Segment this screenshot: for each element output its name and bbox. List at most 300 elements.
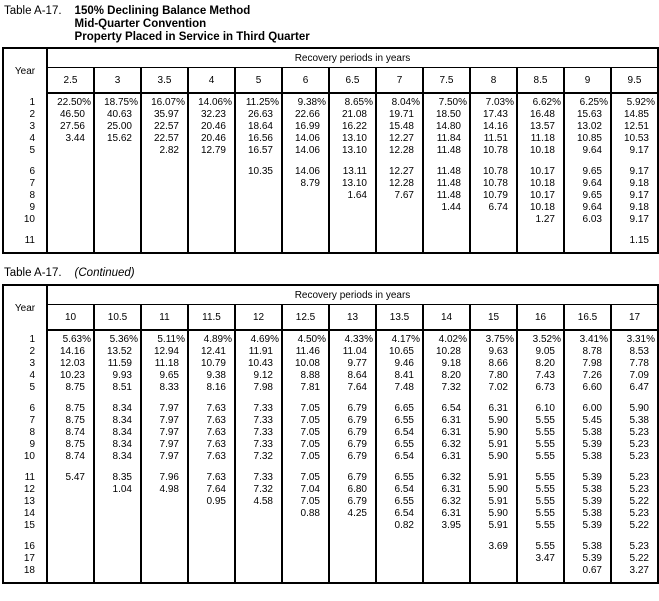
rate-cell: 5.11% bbox=[141, 330, 188, 346]
rate-cell: 8.88 bbox=[282, 370, 329, 382]
rate-cell: 5.55 bbox=[517, 472, 564, 484]
rate-cell: 5.38 bbox=[564, 541, 611, 553]
rate-cell: 22.57 bbox=[141, 133, 188, 145]
rate-cell: 11.18 bbox=[517, 133, 564, 145]
rate-cell: 7.48 bbox=[376, 382, 423, 394]
rate-cell: 26.63 bbox=[235, 109, 282, 121]
year-cell: 7 bbox=[29, 178, 35, 189]
gap-cell bbox=[141, 463, 188, 472]
rate-cell: 7.04 bbox=[282, 484, 329, 496]
year-cell: 9 bbox=[29, 202, 35, 213]
rate-cell bbox=[423, 235, 470, 253]
rate-cell: 5.23 bbox=[611, 508, 658, 520]
rate-cell bbox=[235, 508, 282, 520]
table1-title bbox=[0, 0, 659, 44]
table-row bbox=[3, 496, 658, 508]
gap-cell bbox=[188, 394, 235, 403]
period-column-header: 11.5 bbox=[188, 305, 235, 331]
table-row bbox=[3, 451, 658, 463]
rate-cell: 5.55 bbox=[517, 439, 564, 451]
rate-cell bbox=[329, 541, 376, 553]
rate-cell bbox=[188, 178, 235, 190]
rate-cell: 9.46 bbox=[376, 358, 423, 370]
rate-cell: 5.23 bbox=[611, 439, 658, 451]
rate-cell: 11.25% bbox=[235, 93, 282, 109]
rate-cell: 3.47 bbox=[517, 553, 564, 565]
rate-cell: 8.33 bbox=[141, 382, 188, 394]
rate-cell: 5.22 bbox=[611, 553, 658, 565]
rate-cell: 7.97 bbox=[141, 403, 188, 415]
rate-cell: 5.90 bbox=[470, 508, 517, 520]
table-row bbox=[3, 214, 658, 226]
rate-cell: 4.98 bbox=[141, 484, 188, 496]
rate-cell: 9.17 bbox=[611, 214, 658, 226]
rate-cell: 7.33 bbox=[235, 439, 282, 451]
gap-row bbox=[3, 463, 658, 472]
gap-cell bbox=[470, 226, 517, 235]
rate-cell bbox=[282, 541, 329, 553]
year-cell: 17 bbox=[23, 553, 35, 564]
gap-cell bbox=[470, 463, 517, 472]
rate-cell: 9.64 bbox=[564, 145, 611, 157]
year-cell: 1 bbox=[29, 96, 35, 108]
rate-cell: 9.38% bbox=[282, 93, 329, 109]
rate-cell: 11.84 bbox=[423, 133, 470, 145]
rate-cell: 4.17% bbox=[376, 330, 423, 346]
year-cell: 3 bbox=[29, 358, 35, 369]
columns-row bbox=[3, 68, 658, 94]
rate-cell: 6.31 bbox=[423, 427, 470, 439]
rate-cell: 6.79 bbox=[329, 439, 376, 451]
gap-cell bbox=[141, 394, 188, 403]
rate-cell: 10.23 bbox=[47, 370, 94, 382]
rate-cell bbox=[47, 541, 94, 553]
rate-cell: 5.23 bbox=[611, 472, 658, 484]
year-cell: 2 bbox=[29, 346, 35, 357]
table2-label: Table A-17. bbox=[4, 267, 62, 279]
rate-cell bbox=[47, 496, 94, 508]
rate-cell: 9.17 bbox=[611, 145, 658, 157]
rate-cell: 7.05 bbox=[282, 427, 329, 439]
period-column-header: 3.5 bbox=[141, 68, 188, 94]
rate-cell bbox=[94, 541, 141, 553]
rate-cell: 6.54 bbox=[376, 484, 423, 496]
table-row bbox=[3, 178, 658, 190]
rate-cell bbox=[47, 508, 94, 520]
gap-cell bbox=[423, 157, 470, 166]
rate-cell bbox=[376, 235, 423, 253]
rate-cell: 6.32 bbox=[423, 496, 470, 508]
rate-cell: 3.27 bbox=[611, 565, 658, 583]
rate-cell: 10.17 bbox=[517, 166, 564, 178]
recovery-periods-header: Recovery periods in years bbox=[47, 48, 658, 68]
rate-cell: 10.78 bbox=[470, 145, 517, 157]
rate-cell: 1.04 bbox=[94, 484, 141, 496]
rate-cell: 6.31 bbox=[423, 484, 470, 496]
rate-cell bbox=[235, 214, 282, 226]
rate-cell: 3.52% bbox=[517, 330, 564, 346]
rate-cell: 6.74 bbox=[470, 202, 517, 214]
rate-cell: 4.02% bbox=[423, 330, 470, 346]
rate-cell: 8.34 bbox=[94, 403, 141, 415]
gap-cell bbox=[94, 394, 141, 403]
rate-cell: 14.85 bbox=[611, 109, 658, 121]
gap-cell bbox=[564, 157, 611, 166]
rate-cell: 10.18 bbox=[517, 178, 564, 190]
rate-cell bbox=[329, 202, 376, 214]
rate-cell: 4.69% bbox=[235, 330, 282, 346]
rate-cell: 10.08 bbox=[282, 358, 329, 370]
rate-cell bbox=[94, 202, 141, 214]
rate-cell: 8.34 bbox=[94, 439, 141, 451]
year-cell: 8 bbox=[29, 190, 35, 201]
rate-cell bbox=[329, 235, 376, 253]
gap-cell bbox=[94, 226, 141, 235]
rate-cell: 3.41% bbox=[564, 330, 611, 346]
rate-cell bbox=[376, 541, 423, 553]
rate-cell: 16.99 bbox=[282, 121, 329, 133]
rate-cell bbox=[94, 520, 141, 532]
rate-cell: 6.03 bbox=[564, 214, 611, 226]
rate-cell bbox=[282, 202, 329, 214]
gap-row bbox=[3, 394, 658, 403]
rate-cell bbox=[235, 235, 282, 253]
gap-cell bbox=[235, 157, 282, 166]
rate-cell bbox=[376, 565, 423, 583]
rate-cell: 6.31 bbox=[470, 403, 517, 415]
rate-cell: 6.31 bbox=[423, 415, 470, 427]
gap-cell bbox=[141, 532, 188, 541]
rate-cell bbox=[141, 541, 188, 553]
rate-cell: 0.95 bbox=[188, 496, 235, 508]
rate-cell: 5.55 bbox=[517, 508, 564, 520]
rate-cell bbox=[47, 484, 94, 496]
rate-cell: 7.05 bbox=[282, 403, 329, 415]
rate-cell: 13.02 bbox=[564, 121, 611, 133]
table1-title-line-3: Property Placed in Service in Third Quarter bbox=[74, 31, 310, 43]
rate-cell bbox=[235, 190, 282, 202]
gap-cell bbox=[282, 463, 329, 472]
rate-cell: 3.75% bbox=[470, 330, 517, 346]
rate-cell bbox=[47, 202, 94, 214]
rate-cell: 7.32 bbox=[235, 451, 282, 463]
header-row bbox=[3, 285, 658, 305]
gap-row bbox=[3, 226, 658, 235]
table-row bbox=[3, 133, 658, 145]
rate-cell bbox=[188, 541, 235, 553]
gap-cell bbox=[141, 226, 188, 235]
gap-cell bbox=[611, 157, 658, 166]
gap-cell bbox=[376, 463, 423, 472]
rate-cell: 9.18 bbox=[611, 178, 658, 190]
rate-cell: 5.55 bbox=[517, 415, 564, 427]
year-header: Year bbox=[3, 48, 47, 93]
rate-cell: 7.67 bbox=[376, 190, 423, 202]
year-cell: 9 bbox=[29, 439, 35, 450]
rate-cell bbox=[329, 565, 376, 583]
rate-cell bbox=[376, 202, 423, 214]
rate-cell: 7.98 bbox=[564, 358, 611, 370]
gap-cell bbox=[517, 532, 564, 541]
rate-cell: 8.66 bbox=[470, 358, 517, 370]
rate-cell: 8.51 bbox=[94, 382, 141, 394]
recovery-periods-header: Recovery periods in years bbox=[47, 285, 658, 305]
rate-cell: 8.79 bbox=[282, 178, 329, 190]
rate-cell: 9.65 bbox=[564, 190, 611, 202]
table-row bbox=[3, 439, 658, 451]
table1-title-line-1: 150% Declining Balance Method bbox=[74, 5, 251, 17]
rate-cell bbox=[470, 553, 517, 565]
rate-cell bbox=[423, 565, 470, 583]
table-row bbox=[3, 382, 658, 394]
rate-cell: 6.54 bbox=[423, 403, 470, 415]
gap-cell bbox=[47, 394, 94, 403]
rate-cell: 10.43 bbox=[235, 358, 282, 370]
rate-cell bbox=[47, 214, 94, 226]
rate-cell bbox=[423, 214, 470, 226]
rate-cell bbox=[47, 565, 94, 583]
rate-cell: 6.62% bbox=[517, 93, 564, 109]
rate-cell: 11.51 bbox=[470, 133, 517, 145]
year-cell: 14 bbox=[23, 508, 35, 519]
rate-cell: 6.79 bbox=[329, 451, 376, 463]
gap-cell bbox=[470, 157, 517, 166]
gap-cell bbox=[141, 157, 188, 166]
rate-cell: 5.38 bbox=[564, 427, 611, 439]
rate-cell: 5.38 bbox=[564, 508, 611, 520]
rate-cell: 7.64 bbox=[329, 382, 376, 394]
rate-cell: 5.47 bbox=[47, 472, 94, 484]
rate-cell: 9.63 bbox=[470, 346, 517, 358]
rate-cell: 8.16 bbox=[188, 382, 235, 394]
rate-cell: 7.97 bbox=[141, 415, 188, 427]
rate-cell: 18.75% bbox=[94, 93, 141, 109]
rate-cell bbox=[423, 553, 470, 565]
rate-cell: 14.16 bbox=[47, 346, 94, 358]
rate-cell: 5.55 bbox=[517, 541, 564, 553]
rate-cell bbox=[188, 553, 235, 565]
gap-cell bbox=[3, 226, 47, 235]
year-cell: 5 bbox=[29, 382, 35, 393]
rate-cell: 7.63 bbox=[188, 451, 235, 463]
gap-cell bbox=[94, 532, 141, 541]
rate-cell: 1.44 bbox=[423, 202, 470, 214]
rate-cell: 9.12 bbox=[235, 370, 282, 382]
rate-cell bbox=[94, 508, 141, 520]
rate-cell: 5.63% bbox=[47, 330, 94, 346]
gap-row bbox=[3, 532, 658, 541]
gap-cell bbox=[282, 532, 329, 541]
rate-cell: 14.06 bbox=[282, 166, 329, 178]
rate-cell: 7.63 bbox=[188, 472, 235, 484]
rate-cell bbox=[141, 178, 188, 190]
rate-cell: 21.08 bbox=[329, 109, 376, 121]
table2-title bbox=[0, 267, 659, 280]
rate-cell: 5.22 bbox=[611, 520, 658, 532]
rate-cell: 10.78 bbox=[470, 178, 517, 190]
gap-cell bbox=[3, 157, 47, 166]
rate-cell: 16.07% bbox=[141, 93, 188, 109]
rate-cell bbox=[376, 553, 423, 565]
gap-cell bbox=[235, 226, 282, 235]
rate-cell: 7.32 bbox=[423, 382, 470, 394]
gap-cell bbox=[564, 463, 611, 472]
gap-cell bbox=[376, 226, 423, 235]
rate-cell: 7.03% bbox=[470, 93, 517, 109]
rate-cell: 11.48 bbox=[423, 166, 470, 178]
rate-cell bbox=[141, 166, 188, 178]
table1-title-lines bbox=[75, 5, 310, 44]
rate-cell: 10.18 bbox=[517, 145, 564, 157]
table-row bbox=[3, 145, 658, 157]
rate-cell: 25.00 bbox=[94, 121, 141, 133]
rate-cell: 6.65 bbox=[376, 403, 423, 415]
gap-cell bbox=[235, 532, 282, 541]
gap-cell bbox=[47, 157, 94, 166]
rate-cell: 5.55 bbox=[517, 520, 564, 532]
rate-cell: 15.62 bbox=[94, 133, 141, 145]
rate-cell bbox=[188, 166, 235, 178]
gap-cell bbox=[188, 157, 235, 166]
rate-cell: 7.26 bbox=[564, 370, 611, 382]
period-column-header: 12 bbox=[235, 305, 282, 331]
rate-cell: 6.54 bbox=[376, 427, 423, 439]
rate-cell bbox=[235, 520, 282, 532]
gap-cell bbox=[611, 226, 658, 235]
rate-cell: 14.06 bbox=[282, 145, 329, 157]
rate-cell: 16.57 bbox=[235, 145, 282, 157]
rate-cell: 6.79 bbox=[329, 472, 376, 484]
rate-cell: 5.38 bbox=[564, 484, 611, 496]
rate-cell: 16.22 bbox=[329, 121, 376, 133]
year-cell: 6 bbox=[29, 166, 35, 177]
rate-cell: 8.04% bbox=[376, 93, 423, 109]
rate-cell: 6.79 bbox=[329, 496, 376, 508]
rate-cell: 7.09 bbox=[611, 370, 658, 382]
rate-cell: 12.28 bbox=[376, 178, 423, 190]
rate-cell: 7.05 bbox=[282, 439, 329, 451]
rate-cell: 7.63 bbox=[188, 415, 235, 427]
rate-cell: 22.50% bbox=[47, 93, 94, 109]
rate-cell: 3.31% bbox=[611, 330, 658, 346]
rate-cell: 5.90 bbox=[470, 427, 517, 439]
gap-cell bbox=[235, 463, 282, 472]
rate-cell bbox=[517, 235, 564, 253]
rate-cell: 7.32 bbox=[235, 484, 282, 496]
gap-cell bbox=[188, 226, 235, 235]
rate-cell: 3.44 bbox=[47, 133, 94, 145]
rate-cell: 10.65 bbox=[376, 346, 423, 358]
rate-cell bbox=[94, 178, 141, 190]
year-cell: 1 bbox=[29, 333, 35, 345]
gap-cell bbox=[282, 394, 329, 403]
rate-cell: 1.64 bbox=[329, 190, 376, 202]
rate-cell: 10.79 bbox=[188, 358, 235, 370]
gap-cell bbox=[47, 463, 94, 472]
rate-cell: 5.39 bbox=[564, 472, 611, 484]
gap-cell bbox=[517, 226, 564, 235]
rate-cell: 14.80 bbox=[423, 121, 470, 133]
rate-cell bbox=[564, 235, 611, 253]
year-cell: 18 bbox=[23, 565, 35, 576]
gap-cell bbox=[47, 226, 94, 235]
depreciation-table-2 bbox=[2, 284, 659, 584]
gap-row bbox=[3, 157, 658, 166]
rate-cell: 13.10 bbox=[329, 133, 376, 145]
year-cell: 16 bbox=[23, 541, 35, 552]
depreciation-table-1 bbox=[2, 47, 659, 254]
gap-cell bbox=[329, 532, 376, 541]
rate-cell: 6.79 bbox=[329, 403, 376, 415]
table-row bbox=[3, 358, 658, 370]
rate-cell: 46.50 bbox=[47, 109, 94, 121]
rate-cell: 5.23 bbox=[611, 484, 658, 496]
rate-cell: 8.75 bbox=[47, 439, 94, 451]
rate-cell: 5.36% bbox=[94, 330, 141, 346]
table-row bbox=[3, 484, 658, 496]
period-column-header: 10 bbox=[47, 305, 94, 331]
rate-cell: 8.74 bbox=[47, 451, 94, 463]
rate-cell bbox=[141, 520, 188, 532]
rate-cell: 7.50% bbox=[423, 93, 470, 109]
rate-cell: 40.63 bbox=[94, 109, 141, 121]
gap-cell bbox=[3, 532, 47, 541]
rate-cell: 12.27 bbox=[376, 133, 423, 145]
rate-cell bbox=[94, 190, 141, 202]
rate-cell bbox=[282, 190, 329, 202]
rate-cell bbox=[141, 202, 188, 214]
rate-cell bbox=[47, 145, 94, 157]
rate-cell bbox=[470, 214, 517, 226]
year-cell: 7 bbox=[29, 415, 35, 426]
rate-cell: 0.88 bbox=[282, 508, 329, 520]
period-column-header: 8 bbox=[470, 68, 517, 94]
rate-cell bbox=[94, 145, 141, 157]
rate-cell: 19.71 bbox=[376, 109, 423, 121]
rate-cell: 8.34 bbox=[94, 415, 141, 427]
period-column-header: 4 bbox=[188, 68, 235, 94]
rate-cell: 9.65 bbox=[564, 166, 611, 178]
rate-cell: 6.80 bbox=[329, 484, 376, 496]
rate-cell: 7.05 bbox=[282, 451, 329, 463]
rate-cell: 5.39 bbox=[564, 553, 611, 565]
rate-cell: 22.57 bbox=[141, 121, 188, 133]
rate-cell: 13.10 bbox=[329, 145, 376, 157]
rate-cell: 7.43 bbox=[517, 370, 564, 382]
rate-cell bbox=[141, 565, 188, 583]
rate-cell: 8.34 bbox=[94, 451, 141, 463]
rate-cell: 6.54 bbox=[376, 508, 423, 520]
period-column-header: 16.5 bbox=[564, 305, 611, 331]
rate-cell bbox=[376, 214, 423, 226]
rate-cell bbox=[94, 565, 141, 583]
rate-cell: 11.46 bbox=[282, 346, 329, 358]
gap-cell bbox=[376, 394, 423, 403]
rate-cell: 7.63 bbox=[188, 439, 235, 451]
rate-cell: 9.64 bbox=[564, 178, 611, 190]
table-row bbox=[3, 109, 658, 121]
rate-cell: 6.79 bbox=[329, 415, 376, 427]
rate-cell: 7.96 bbox=[141, 472, 188, 484]
rate-cell bbox=[282, 235, 329, 253]
gap-cell bbox=[94, 157, 141, 166]
table-row bbox=[3, 565, 658, 583]
rate-cell bbox=[47, 235, 94, 253]
rate-cell: 12.51 bbox=[611, 121, 658, 133]
rate-cell bbox=[94, 553, 141, 565]
rate-cell: 10.53 bbox=[611, 133, 658, 145]
rate-cell: 0.82 bbox=[376, 520, 423, 532]
